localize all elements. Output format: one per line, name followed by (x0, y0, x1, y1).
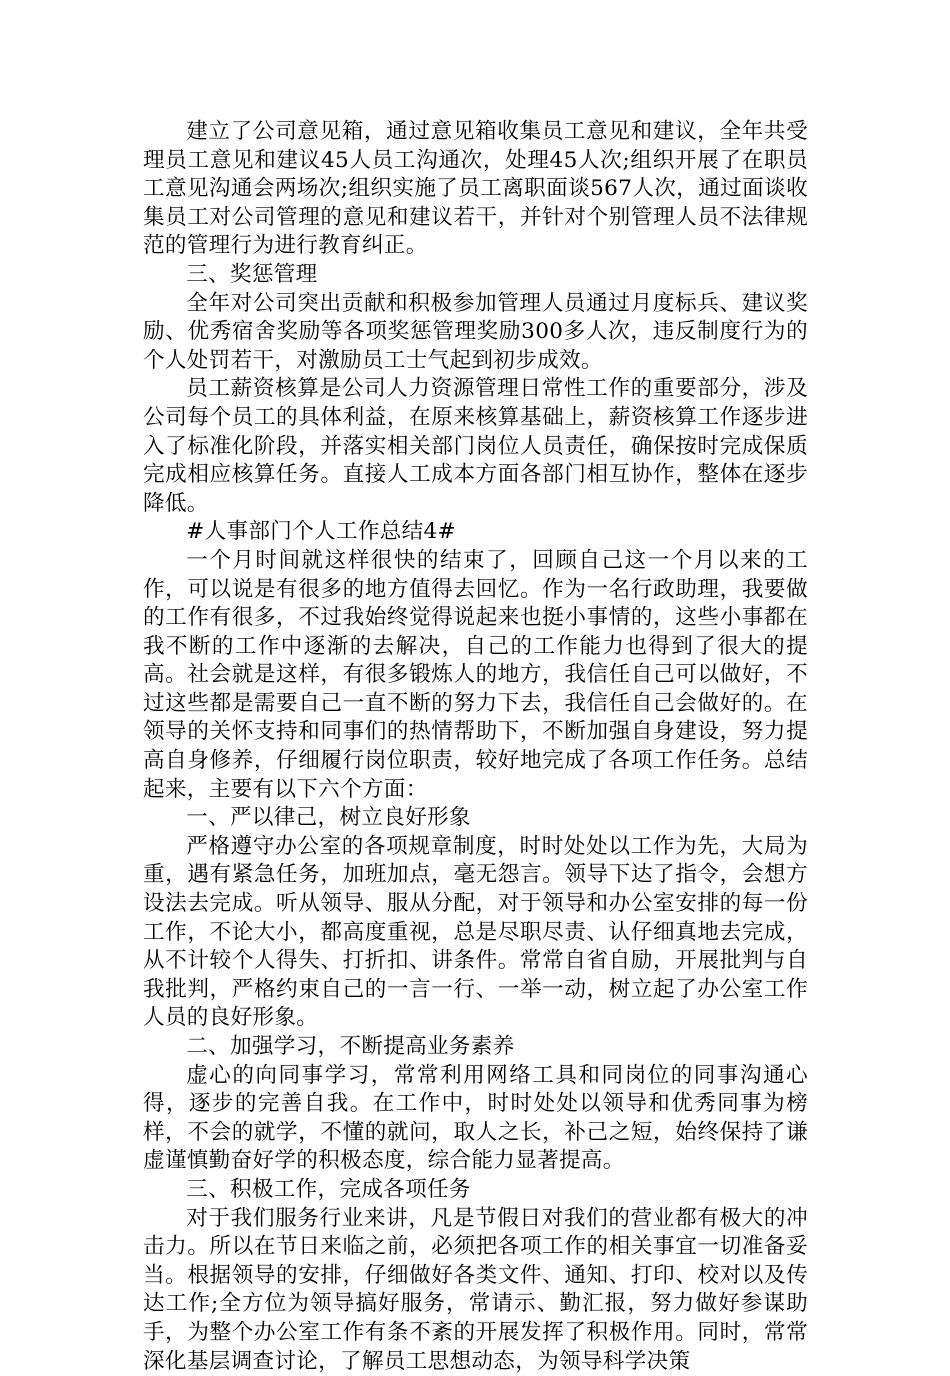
document-page (143, 118, 808, 1376)
heading-active-work: 三、积极工作，完成各项任务 (186, 1176, 471, 1202)
paragraph-self-discipline: 严格遵守办公室的各项规章制度，时时处处以工作为先，大局为重，遇有紧急任务，加班加点，毫无怨言。领导下达了指令，会想方设法去完成。听从领导、服从分配，对于领导和办公室安排的每一份工作，不论大小，都高度重视，总是尽职尽责、认仔细真地去完成，从不计较个人得失、打折扣、讲条件。常常自省自励，开展批判与自我批判，严格约束自己的一言一行、一举一动，树立起了办公室工作人员的良好形象。 (143, 833, 808, 1031)
paragraph-payroll: 员工薪资核算是公司人力资源管理日常性工作的重要部分，涉及公司每个员工的具体利益，在原来核算基础上，薪资核算工作逐步进入了标准化阶段，并落实相关部门岗位人员责任，确保按时完成保质完成相应核算任务。直接人工成本方面各部门相互协作，整体在逐步降低。 (143, 376, 808, 516)
heading-learning: 二、加强学习，不断提高业务素养 (186, 1034, 515, 1059)
paragraph-suggestion-box: 建立了公司意见箱，通过意见箱收集员工意见和建议，全年共受理员工意见和建议45人员工沟通次，处理45人次;组织开展了在职员工意见沟通会两场次;组织实施了员工离职面谈567人次，通过面谈收集员工对公司管理的意见和建议若干，并针对个别管理人员不法律规范的管理行为进行教育纠正。 (143, 119, 808, 259)
paragraph-learning: 虚心的向同事学习，常常利用网络工具和同岗位的同事沟通心得，逐步的完善自我。在工作中，时时处处以领导和优秀同事为榜样，不会的就学，不懂的就问，取人之长，补己之短，始终保持了谦虚谨慎勤奋好学的积极态度，综合能力显著提高。 (143, 1062, 808, 1174)
paragraph-rewards: 全年对公司突出贡献和积极参加管理人员通过月度标兵、建议奖励、优秀宿舍奖励等各项奖惩管理奖励300多人次，违反制度行为的个人处罚若干，对激励员工士气起到初步成效。 (143, 290, 808, 373)
paragraph-active-work: 对于我们服务行业来讲，凡是节假日对我们的营业都有极大的冲击力。所以在节日来临之前，必须把各项工作的相关事宜一切准备妥当。根据领导的安排，仔细做好各类文件、通知、打印、校对以及传达工作;全方位为领导搞好服务，常请示、勤汇报，努力做好参谋助手，为整个办公室工作有条不紊的开展发挥了积极作用。同时，常常深化基层调查讨论，了解员工思想动态，为领导科学决策 (143, 1205, 808, 1374)
heading-self-discipline: 一、严以律己，树立良好形象 (186, 805, 471, 831)
heading-rewards-penalties: 三、奖惩管理 (186, 261, 318, 287)
paragraph-month-review: 一个月时间就这样很快的结束了，回顾自己这一个月以来的工作，可以说是有很多的地方值得去回忆。作为一名行政助理，我要做的工作有很多，不过我始终觉得说起来也挺小事情的，这些小事都在我不断的工作中逐渐的去解决，自己的工作能力也得到了很大的提高。社会就是这样，有很多锻炼人的地方，我信任自己可以做好，不过这些都是需要自己一直不断的努力下去，我信任自己会做好的。在领导的关怀支持和同事们的热情帮助下，不断加强自身建设，努力提高自身修养，仔细履行岗位职责，较好地完成了各项工作任务。总结起来，主要有以下六个方面： (143, 547, 808, 802)
heading-summary-4: #人事部门个人工作总结4# (186, 519, 456, 545)
